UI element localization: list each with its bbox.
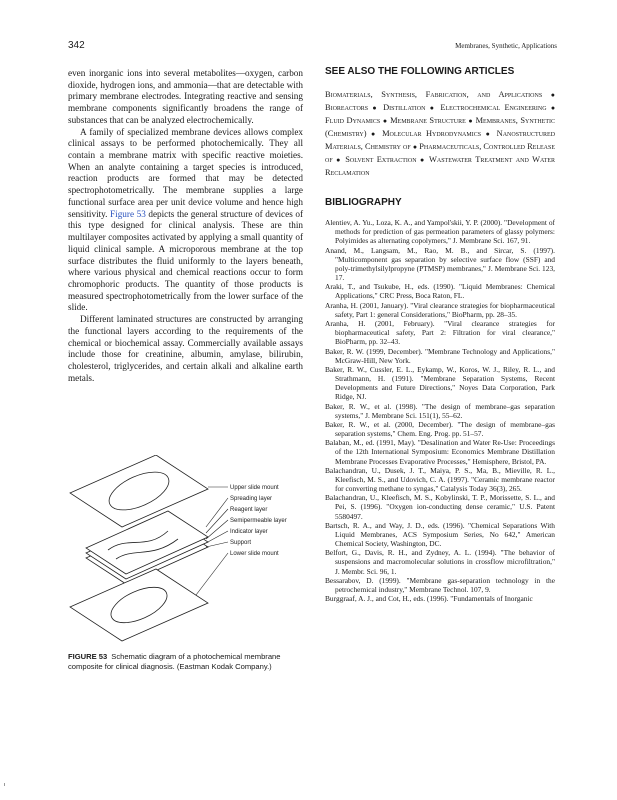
label-reagent-layer: Reagent layer	[230, 507, 268, 513]
see-also-item[interactable]: Bioreactors	[325, 103, 369, 113]
bibliography-entry: Baker, R. W. (1999, December). "Membrane Technology and Applications," McGraw-Hill, New York.	[325, 346, 555, 365]
right-column	[325, 66, 555, 603]
label-upper-slide-mount: Upper slide mount	[230, 485, 279, 491]
bibliography-entry: Baker, R. W., Cussler, E. L., Eykamp, W., Koros, W. J., Riley, R. L., and Strathmann, H. (1991). "Membrane Separation Systems, Recent Developments and Future Directions," Noyes Data Corporation, Park Ridge, NJ.	[325, 364, 555, 402]
label-indicator-layer: Indicator layer	[230, 529, 268, 535]
bibliography-entry: Balachandran, U., Kleefisch, M. S., Kobylinski, T. P., Morissette, S. L., and Pei, S. (1996). "Oxygen ion-conducting dense ceramic," U.S. Patent 5580497.	[325, 493, 555, 521]
label-lower-slide-mount: Lower slide mount	[230, 551, 279, 557]
bibliography-entry: Araki, T., and Tsukube, H., eds. (1990). "Liquid Membranes: Chemical Applications," CRC Press, Boca Raton, FL.	[325, 282, 555, 301]
caption-label: FIGURE 53	[68, 652, 108, 661]
leader-5	[206, 531, 228, 543]
bibliography-entry: Baker, R. W., et al. (1998). "The design of membrane–gas separation systems," J. Membrane Sci. 151(1), 55–62.	[325, 401, 555, 420]
bibliography-entry: Balaban, M., ed. (1991, May). "Desalination and Water Re-Use: Proceedings of the 12th International Symposium: Economics Membrane Distillation Membrane Processes Evaporative Processes," Hemisphere, Bristol, PA.	[325, 438, 555, 466]
see-also-item[interactable]: Electrochemical Engineering	[440, 103, 547, 113]
scan-edge-mark	[4, 783, 8, 786]
running-title: Membranes, Synthetic, Applications	[455, 42, 557, 50]
bibliography-entry: Balachandran, U., Dusek, J. T., Maiya, P. S., Ma, B., Mieville, R. L., Kleefisch, M. S., and Udovich, C. A. (1997). "Ceramic membrane reactor for converting methane to syngas," Catalysis Today 36(3), 265.	[325, 465, 555, 494]
leader-6	[206, 542, 228, 547]
figure-53-diagram	[68, 455, 308, 647]
see-also-item[interactable]: Pharmaceuticals, Controlled Release of	[325, 142, 556, 165]
bibliography-heading: BIBLIOGRAPHY	[325, 197, 402, 209]
paragraph-1: even inorganic ions into several metabolites—oxygen, carbon dioxide, hydrogen ions, and ammonia—that are detectable with primary membrane electrodes. Integrating reactive and sensing membrane components significantly broadens the range of substances that can be analyzed electrochemically.	[68, 68, 303, 125]
leader-7	[196, 553, 228, 595]
bibliography-entry: Belfort, G., Davis, R. H., and Zydney, A. L. (1994). "The behavior of suspensions and macromolecular solutions in crossflow microfiltration," J. Membr. Sci. 96, 1.	[325, 548, 555, 576]
see-also-item[interactable]: Wastewater Treatment and Water Reclamation	[325, 155, 556, 178]
paragraph-2-part-a: A family of specialized membrane devices allows complex clinical assays to be performed photochemically. They all contain a membrane matrix with specific reactive moieties. When an analyte containing a target species is introduced, reaction products are formed that may be detected spectrophotometrically. The membrane supplies a large functional surface area per unit device volume and hence high sensitivity.	[68, 126, 303, 219]
caption-text: Schematic diagram of a photochemical membrane composite for clinical diagnosis. (Eastman Kodak Company.)	[68, 652, 281, 671]
see-also-item[interactable]: Molecular Hydrodynamics	[382, 129, 482, 139]
paragraph-2	[68, 127, 303, 315]
bibliography-entry: Burggraaf, A. J., and Cot, H., eds. (1996). "Fundamentals of Inorganic	[325, 594, 533, 604]
see-also-heading: SEE ALSO THE FOLLOWING ARTICLES	[325, 66, 515, 77]
paragraph-3: Different laminated structures are constructed by arranging the functional layers according to the requirements of the chemical or biochemical assay. Commercially available assays include those for creatinine, albumin, amylase, bilirubin, cholesterol, triglycerides, and certain alkali and alkaline earth metals.	[68, 314, 303, 383]
bibliography-entry: Aranha, H. (2001, January). "Viral clearance strategies for biopharmaceutical safety, Part 1: general Considerations," BioPharm, pp. 28–35.	[325, 300, 555, 319]
see-also-item[interactable]: Fluid Dynamics	[325, 116, 381, 126]
see-also-item[interactable]: Nanostructured Materials, Chemistry of	[325, 129, 556, 152]
bibliography-entry: Aranha, H. (2001, February). "Viral clearance strategies for biopharmaceutical safety, Part 2: Filtration for viral clearance," BioPharm, pp. 32–43.	[325, 319, 555, 347]
label-spreading-layer: Spreading layer	[230, 496, 273, 502]
bibliography-entry: Bartsch, R. A., and Way, J. D., eds. (1996). "Chemical Separations With Liquid Membranes, ACS Symposium Series, No 642," American Chemical Society, Washington, DC.	[325, 520, 555, 549]
label-support: Support	[230, 540, 252, 546]
see-also-list: Biomaterials, Synthesis, Fabrication, and Applications ● Bioreactors ● Distillation ● Electrochemical Engineering ● Fluid Dynamics ● Membrane Structure ● Membranes, Synthetic (Chemistry) ● Molecular Hydrodynamics ● Nanostructured Materials, Chemistry of ● Pharmaceuticals, Controlled Release of ● Solvent Extraction ● Wastewater Treatment and Water Reclamation	[325, 90, 556, 178]
figure-caption	[68, 652, 308, 672]
bibliography-entry: Anand, M., Langsam, M., Rao, M. B., and Sircar, S. (1997). "Multicomponent gas separation by selective surface flow (SSF) and poly-trimethylsilylpropyne (PTMSP) membranes," J. Membrane Sci. 123, 17.	[325, 245, 555, 283]
page-number: 342	[68, 40, 85, 51]
see-also-item[interactable]: Solvent Extraction	[345, 155, 417, 165]
bibliography-entry: Bessarabov, D. (1999). "Membrane gas-separation technology in the petrochemical industry," Membrane Technol. 107, 9.	[325, 575, 555, 594]
bibliography-entry: Alentiev, A. Yu., Loza, K. A., and Yampol'skii, Y. P. (2000). "Development of methods for prediction of gas permeation parameters of glassy polymers: Polyimides as alternating copolymers," J. Membrane Sci. 167, 91.	[325, 218, 555, 246]
label-semipermeable-layer: Semipermeable layer	[230, 518, 287, 524]
left-column	[68, 68, 303, 384]
paragraph-2-part-b: depicts the general structure of devices of this type designed for clinical analysis. These are thin multilayer composites activated by applying a small quantity of liquid clinical sample. A microporous membrane at the top surface distributes the fluid uniformly to the layers beneath, where various physical and chemical reactions occur to form chromophoric products. The quantity of those products is measured spectrophotometrically from the lower surface of the slide.	[68, 208, 304, 313]
figure-53-link[interactable]: Figure 53	[110, 208, 146, 219]
see-also-item[interactable]: Membrane Structure	[390, 116, 466, 126]
see-also-item[interactable]: Biomaterials, Synthesis, Fabrication, and Applications	[325, 90, 543, 99]
see-also-item[interactable]: Membranes, Synthetic (Chemistry)	[325, 116, 556, 139]
bibliography-entry: Baker, R. W., et al. (2000, December). "The design of membrane–gas separation systems," Chem. Eng. Prog. pp. 51–57.	[325, 419, 555, 439]
see-also-item[interactable]: Distillation	[383, 103, 426, 113]
bibliography-list	[325, 218, 555, 603]
